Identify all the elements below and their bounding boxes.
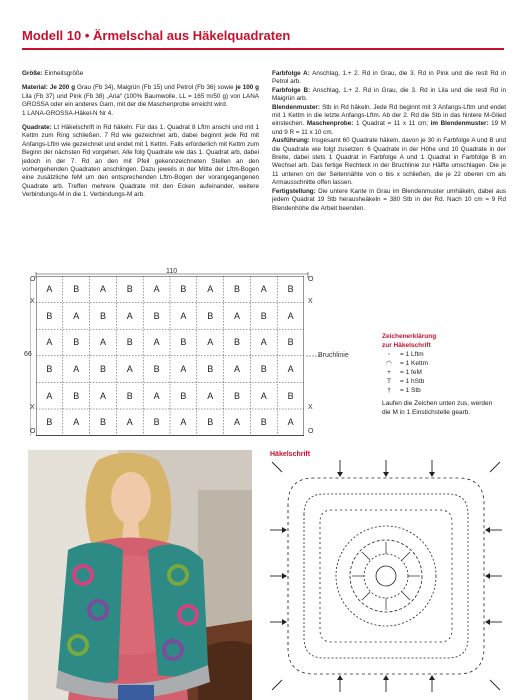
edge-mark-o-top-left: O <box>30 276 36 283</box>
grid-cell: A <box>99 337 106 348</box>
legend <box>382 332 502 417</box>
grid-cell: A <box>126 310 133 321</box>
legend-label: = 1 Lftm <box>400 351 424 358</box>
grid-cell: B <box>180 390 187 401</box>
quadrate-paragraph: Quadrate: Lt Häkelschrift in Rd häkeln. Für das 1. Quadrat 8 Lftm anschl und mit 1 Kettm zum Ring schließen. 7 Rd wie gezeichnet arb, dabei beginnt jede Rd mit Anfangs-Lftm wie gezeichnet und endet mit 1 Kettm. Falls erforderlich mit Kettm zum Beginn der nächsten Rd vorgehen. Alle folg Quadrate wie das 1. Quadrat arb, dabei jedoch in der 7. Rd an den mit Pfeil gekennzeichneten Stellen an den vorhergehenden Quadraten anschlingen. Dazu jeweils in der Mitte der Lftm-Bogen eine zusätzliche feM um den entsprechenden Lftm-Bogen der vorangegangenen Quadrate arb. Treffen mehrere Quadrate mit den Ecken aufeinander, weitere Verbindungs-M in die 1. Verbindungs-M arb. <box>22 124 259 199</box>
grid-cell: B <box>287 337 294 348</box>
grid-cell: B <box>99 364 106 375</box>
grid-cell: A <box>180 364 187 375</box>
grid-cell: B <box>126 390 133 401</box>
edge-mark-o-top-right: O <box>308 276 314 283</box>
grid-cell: B <box>207 364 214 375</box>
grid-cell: A <box>180 417 187 428</box>
grid-cell: A <box>99 390 106 401</box>
legend-label: = 1 hStb <box>400 378 425 385</box>
grid-cell: A <box>153 284 160 295</box>
grid-cell: B <box>153 417 160 428</box>
grid-cell: B <box>153 310 160 321</box>
grid-cell: A <box>126 364 133 375</box>
grid-cell: A <box>46 284 53 295</box>
edge-mark-x-top-right: X <box>308 298 313 305</box>
grid-cell: B <box>73 337 80 348</box>
grid-cell: A <box>233 364 240 375</box>
grid-cell: B <box>287 284 294 295</box>
legend-symbol: ◦ <box>387 351 391 358</box>
grid-cell: B <box>260 310 267 321</box>
grid-cell: A <box>46 337 53 348</box>
left-column <box>22 70 259 206</box>
grid-cell: B <box>287 390 294 401</box>
edge-mark-o-bottom-right: O <box>308 428 314 435</box>
grid-cell: A <box>207 284 214 295</box>
grid-cell: A <box>260 390 267 401</box>
legend-subtitle: zur Häkelschrift <box>382 342 431 349</box>
grid-cell: A <box>126 417 133 428</box>
quadrate-grid <box>36 276 304 436</box>
grid-cell: A <box>233 310 240 321</box>
grid-cell: B <box>126 284 133 295</box>
grid-cell: A <box>260 337 267 348</box>
page-title: Modell 10 • Ärmelschal aus Häkelquadraten <box>22 28 291 43</box>
crochet-chart <box>268 458 504 694</box>
grid-cell: A <box>99 284 106 295</box>
grid-cell: A <box>46 390 53 401</box>
title-rule <box>22 48 504 50</box>
grid-cell: B <box>153 364 160 375</box>
edge-mark-x-bottom-left: X <box>30 404 35 411</box>
bruchlinie-label: Bruchlinie <box>318 352 349 359</box>
grid-cell: A <box>233 417 240 428</box>
edge-mark-x-bottom-right: X <box>308 404 313 411</box>
grid-cell: A <box>73 417 80 428</box>
grid-cell: B <box>260 364 267 375</box>
legend-symbol: † <box>387 387 391 394</box>
grid-cell: B <box>233 284 240 295</box>
grid-cell: A <box>207 337 214 348</box>
farbfolge-b: Farbfolge B: Anschlag, 1.+ 2. Rd in Grau, die 3. Rd in Lila und die restl Rd in Maigrün arb. <box>272 86 506 103</box>
farbfolge-a: Farbfolge A: Anschlag, 1.+ 2. Rd in Grau, die 3. Rd in Pink und die restl Rd in Petrol arb. <box>272 70 506 86</box>
legend-item <box>382 350 502 359</box>
legend-symbol: + <box>387 369 391 376</box>
legend-items <box>382 350 502 395</box>
legend-symbol: ◠ <box>386 360 392 367</box>
grid-cell: A <box>260 284 267 295</box>
haekelschrift-title: Häkelschrift <box>270 451 311 458</box>
legend-item <box>382 377 502 386</box>
grid-cell: B <box>260 417 267 428</box>
legend-symbol: T <box>387 378 391 385</box>
edge-mark-x-top-left: X <box>30 298 35 305</box>
grid-cell: B <box>207 310 214 321</box>
grid-cell: B <box>73 390 80 401</box>
grid-cell: B <box>73 284 80 295</box>
grid-cell: A <box>153 337 160 348</box>
grid-cell: A <box>180 310 187 321</box>
ausfuehrung: Ausführung: Insgesamt 60 Quadrate häkeln, davon je 30 in Farbfolge A und B und die Quadrate wie folgt zusetzen: 6 Quadrate in der Höhe und 10 Quadrate in der Breite, dabei stets 1 Quadrat in Farbfolge A und 1 Quadrat in Farbfolge B im Wechsel arb. Das fertige Rechteck in der Bruchlinie zur Hälfte umschlagen. Die je 11 unteren cm der Seitennähte von o bis x schließen, die je 22 oberen cm als Armausschnitte offen lassen. <box>272 137 506 187</box>
legend-note: Laufen die Zeichen unten zus, werden die M in 1 Einstichstelle gearb. <box>382 400 493 416</box>
grid-cell: A <box>287 417 294 428</box>
material-paragraph: Material: Je 200 g Grau (Fb 34), Maigrün (Fb 15) und Petrol (Fb 36) sowie je 100 g Lila (Fb 37) und Pink (Fb 38) „Aria“ (100% Baumwolle, LL = 165 m/50 g) von LANA GROSSA oder ein anderes Garn, mit der die Maschenprobe erreicht wird. 1 LANA-GROSSA-Häkel-N Nr 4. <box>22 84 259 117</box>
grid-cell: A <box>287 310 294 321</box>
size-paragraph: Größe: Einheitsgröße <box>22 70 84 77</box>
grid-cell: A <box>287 364 294 375</box>
grid-cell: B <box>46 310 53 321</box>
legend-label: = 1 feM <box>400 369 422 376</box>
legend-label: = 1 Kettm <box>400 360 428 367</box>
grid-cell: A <box>207 390 214 401</box>
grid-cell: B <box>46 364 53 375</box>
edge-mark-o-bottom-left: O <box>30 428 36 435</box>
legend-item <box>382 359 502 368</box>
height-label: 66 <box>24 351 32 358</box>
legend-item <box>382 386 502 395</box>
model-photo <box>28 450 252 700</box>
grid-cell: A <box>73 364 80 375</box>
blendenmuster: Blendenmuster: Stb in Rd häkeln. Jede Rd beginnt mit 3 Anfangs-Lftm und endet mit 1 Kettm in die letzte Anfangs-Lftm. Ab der 2. Rd die Stb in das hintere M-Glied einstechen. Maschenprobe: 1 Quadrat = 11 x 11 cm; im Blendenmuster: 19 M und 9 R = 11 x 10 cm. <box>272 103 506 136</box>
grid-cell: B <box>180 284 187 295</box>
grid-cell: B <box>233 390 240 401</box>
grid-cell: B <box>207 417 214 428</box>
legend-title: Zeichenerklärung <box>382 333 437 340</box>
grid-cell: A <box>153 390 160 401</box>
legend-label: = 1 Stb <box>400 387 421 394</box>
grid-cell: B <box>233 337 240 348</box>
legend-item <box>382 368 502 377</box>
right-column <box>272 70 506 213</box>
grid-cell: B <box>126 337 133 348</box>
photo-illustration <box>28 450 252 700</box>
grid-cell: B <box>99 417 106 428</box>
grid-cell: B <box>46 417 53 428</box>
width-label: 110 <box>166 268 178 275</box>
grid-cell: B <box>180 337 187 348</box>
grid-cell: B <box>99 310 106 321</box>
fertigstellung: Fertigstellung: Die untere Kante in Grau im Blendenmuster umhäkeln, dabei aus jedem Quadrat 19 Stb herausheäkeln = 380 Stb in der Rd. Nach 10 cm = 9 Rd Blendenhöhe die Arbeit beenden. <box>272 187 506 212</box>
grid-cell: A <box>73 310 80 321</box>
